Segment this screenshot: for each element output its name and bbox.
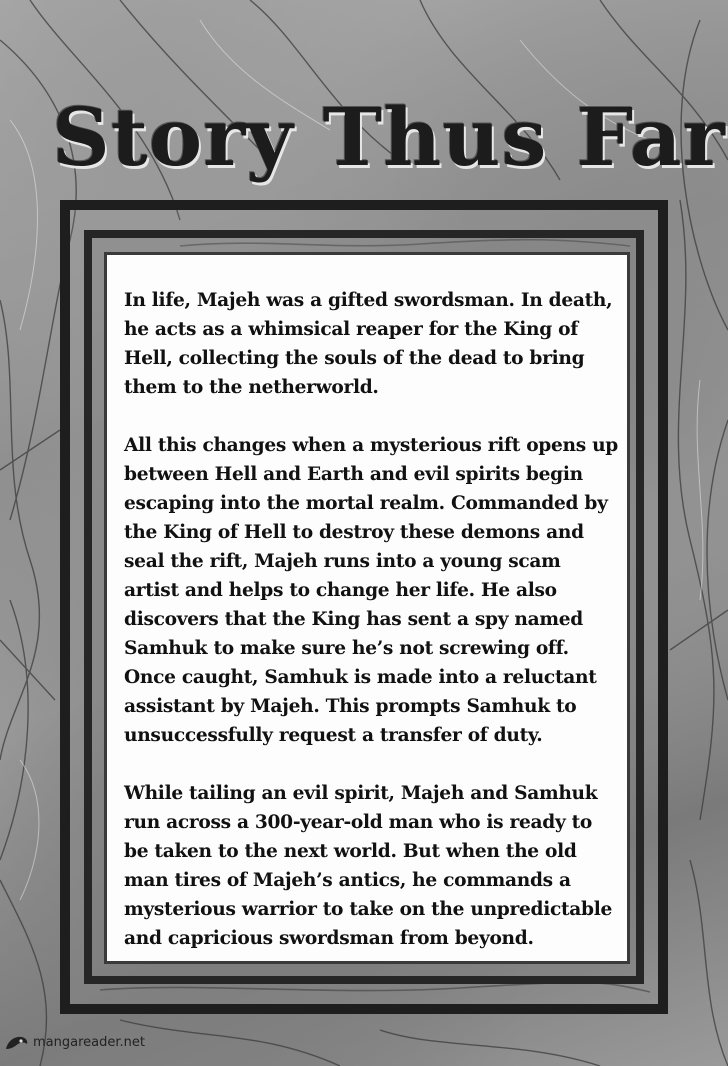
page-title: Story Thus Far <box>52 90 726 184</box>
story-summary <box>124 286 620 982</box>
watermark <box>4 1032 145 1054</box>
summary-paragraph-3: While tailing an evil spirit, Majeh and Samhuk run across a 300-year-old man who is ready to be taken to the next world. But when the old man tires of Majeh’s antics, he commands a mysterious warrior to take on the unpredictable and capricious swordsman from beyond. <box>124 783 613 949</box>
watermark-text: mangareader.net <box>33 1035 145 1050</box>
summary-paragraph-1: In life, Majeh was a gifted swordsman. In death, he acts as a whimsical reaper for the King of Hell, collecting the souls of the dead to bring them to the netherworld. <box>124 290 613 398</box>
mangareader-logo-icon <box>4 1033 30 1053</box>
summary-paragraph-2: All this changes when a mysterious rift opens up between Hell and Earth and evil spirits begin escaping into the mortal realm. Commanded by the King of Hell to destroy these demons and seal the rift, Majeh runs into a young scam artist and helps to change her life. He also discovers that the King has sent a spy named Samhuk to make sure he’s not screwing off. Once caught, Samhuk is made into a reluctant assistant by Majeh. This prompts Samhuk to unsuccessfully request a transfer of duty. <box>124 435 619 746</box>
